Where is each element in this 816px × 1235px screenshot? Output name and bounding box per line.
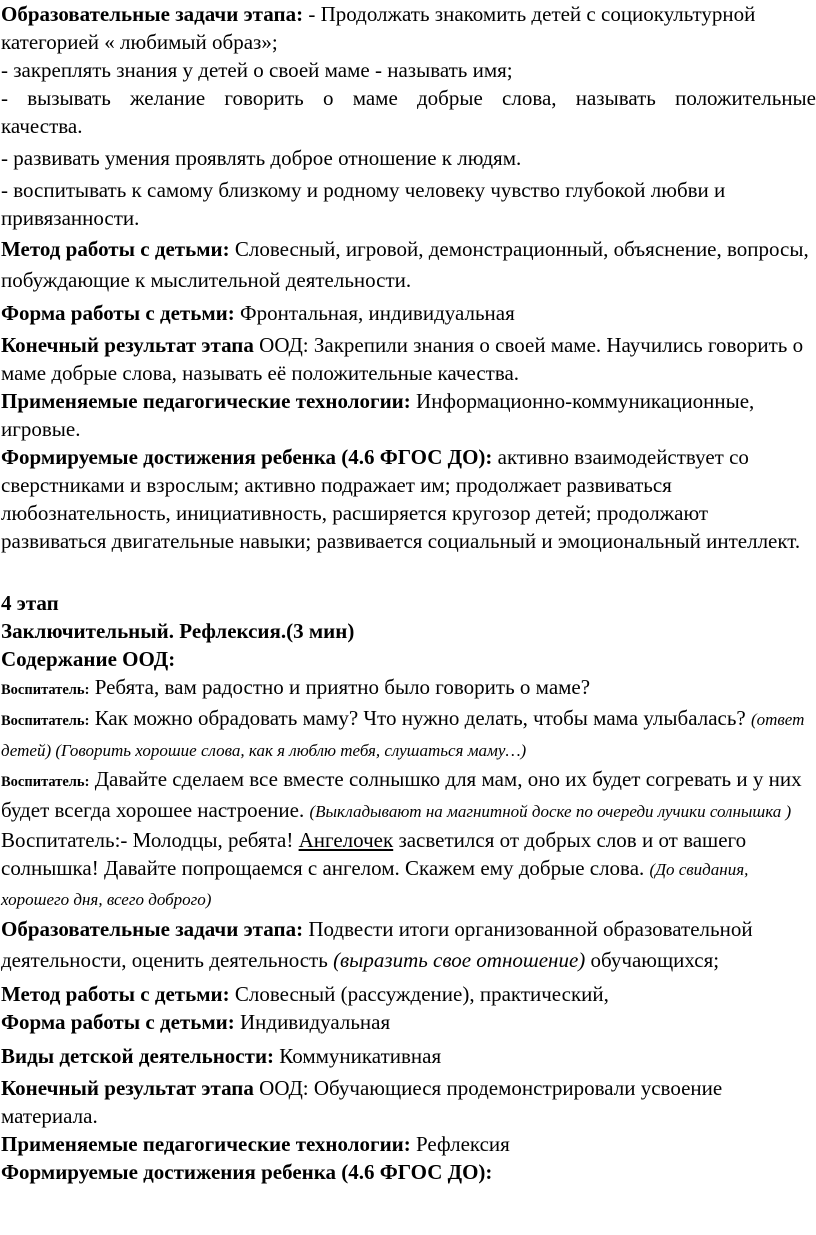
dialogue-line [1,704,816,765]
stage4-tech [1,1130,816,1158]
stage3-method [1,234,816,296]
stage3-form-text: Фронтальная, индивидуальная [234,301,515,325]
stage4-content-label: Содержание ООД: [1,647,176,671]
stage3-result-text: ООД: Закрепили знания о своей маме. Научились говорить о маме добрые слова, называть её положительные качества. [1,333,804,385]
dialogue-text: засветился от добрых слов и от вашего солнышка! Давайте попрощаемся с ангелом. Скажем ему добрые слова. [1,828,747,880]
dialogue-text: Воспитатель:- Молодцы, ребята! [1,828,299,852]
stage3-form-label: Форма работы с детьми: [1,301,235,325]
stage4-kinds-text: Коммуникативная [274,1044,442,1068]
stage3-method-label: Метод работы с детьми: [1,237,230,261]
speaker-label: Воспитатель: [1,682,90,698]
stage4-tasks [1,914,816,976]
stage4-kinds-label: Виды детской деятельности: [1,1044,275,1068]
stage3-achievements [1,443,816,555]
stage4-form [1,1008,816,1036]
stage4-kinds [1,1042,816,1070]
stage3-tasks-text: - Продолжать знакомить детей с социокультурной категорией « любимый образ»; [1,2,756,54]
stage4-tech-label: Применяемые педагогические технологии: [1,1132,411,1156]
stage4-tasks-end: обучающихся; [585,948,720,972]
stage4-achievements-label: Формируемые достижения ребенка (4.6 ФГОС ДО): [1,1160,493,1184]
stage3-form [1,299,816,327]
stage3-result [1,331,816,387]
stage4-result [1,1074,816,1130]
dialogue-text: Ребята, вам радостно и приятно было говорить о маме? [89,675,591,699]
dialogue-note: (ответ детей) (Говорить хорошие слова, как я люблю тебя, слушаться маму…) [1,710,805,760]
spacer [1,555,816,583]
dialogue-text: Давайте сделаем все вместе солнышко для мам, оно их будет согревать и у них будет всегда хорошее настроение. [1,767,802,822]
stage3-tech-text: Информационно-коммуникационные, игровые. [1,389,755,441]
stage4-tasks-text: Подвести итоги организованной образовательной деятельности, оценить деятельность [1,917,753,972]
stage3-method-text: Словесный, игровой, демонстрационный, объяснение, вопросы, побуждающие к мыслительной деятельности. [1,237,809,292]
stage4-subheading: Заключительный. Рефлексия.(3 мин) [1,619,355,643]
stage3-tasks [1,0,816,56]
stage4-method-text: Словесный (рассуждение), практический, [229,982,609,1006]
dialogue-line [1,673,816,704]
stage3-achievements-label: Формируемые достижения ребенка (4.6 ФГОС ДО): [1,445,493,469]
stage3-task-item: - закреплять знания у детей о своей маме - называть имя; [1,58,513,82]
dialogue-line [1,826,816,914]
dialogue-note: (Выкладывают на магнитной доске по очереди лучики солнышка ) [309,802,792,821]
stage3-task-item: - воспитывать к самому близкому и родному человеку чувство глубокой любви и привязанности. [1,178,726,230]
angel-word: Ангелочек [298,828,394,852]
stage4-form-label: Форма работы с детьми: [1,1010,235,1034]
dialogue-line [1,765,816,826]
stage4-form-text: Индивидуальная [234,1010,391,1034]
stage4-tasks-label: Образовательные задачи этапа: [1,917,304,941]
stage3-task-item: - вызывать желание говорить о маме добрые слова, называть положительные качества. [1,86,816,138]
stage4-tech-text: Рефлексия [410,1132,510,1156]
stage3-tasks-label: Образовательные задачи этапа: [1,2,304,26]
stage3-task-item: - развивать умения проявлять доброе отношение к людям. [1,146,522,170]
stage3-tech-label: Применяемые педагогические технологии: [1,389,411,413]
stage3-achievements-text: активно взаимодействует со сверстниками и взрослым; активно подражает им; продолжает развиваться любознательность, инициативность, расширяется кругозор детей; продолжают развиваться двигательные навыки; развивается социальный и эмоциональный интеллект. [1,445,801,553]
stage4-tasks-note: (выразить свое отношение) [333,948,586,972]
stage4-result-label: Конечный результат этапа [1,1076,254,1100]
dialogue-note: (До свидания, хорошего дня, всего доброго) [1,860,749,909]
stage3-tech [1,387,816,443]
speaker-label: Воспитатель: [1,774,90,790]
stage4-heading: 4 этап [1,591,59,615]
dialogue-text: Как можно обрадовать маму? Что нужно делать, чтобы мама улыбалась? [89,706,751,730]
stage4-result-text: ООД: Обучающиеся продемонстрировали усвоение материала. [1,1076,723,1128]
stage3-result-label: Конечный результат этапа [1,333,254,357]
speaker-label: Воспитатель: [1,713,90,729]
stage4-method-label: Метод работы с детьми: [1,982,230,1006]
stage4-method [1,980,816,1008]
